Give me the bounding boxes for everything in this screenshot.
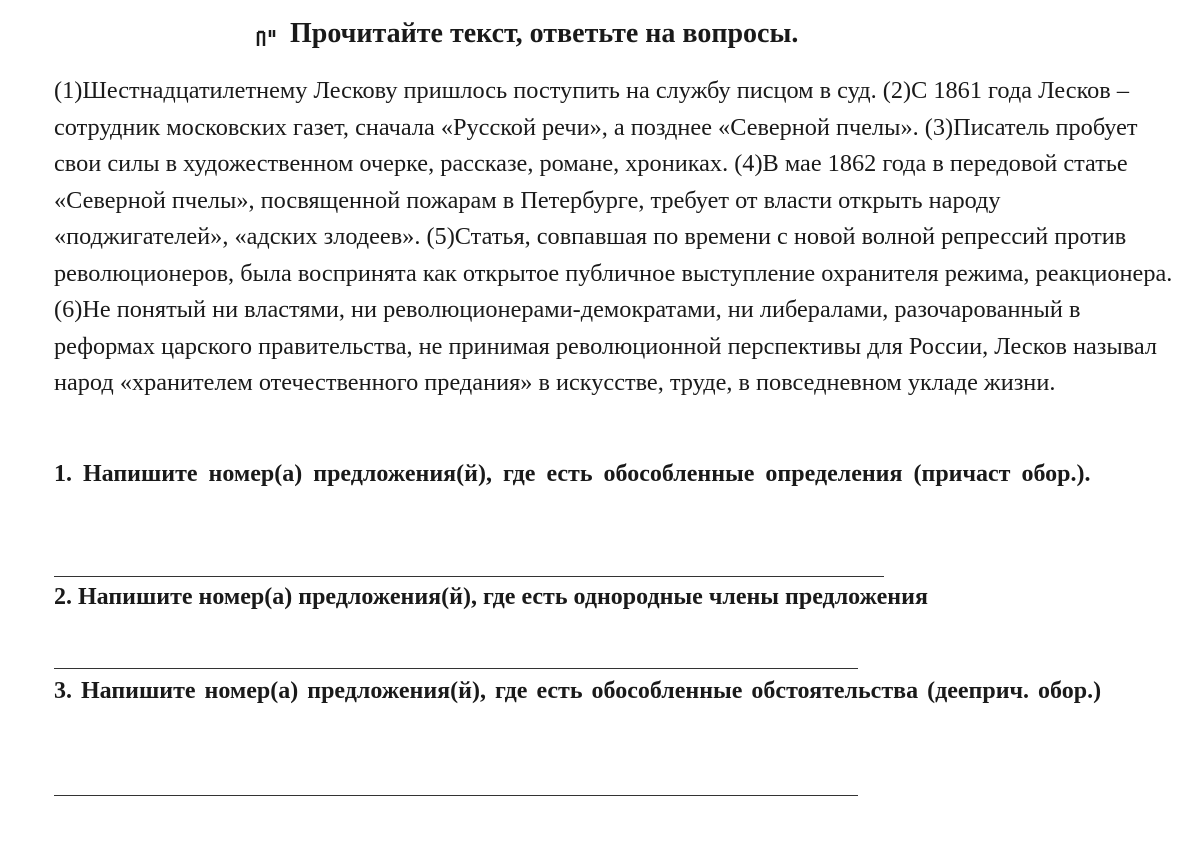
task-heading-row <box>0 10 1200 60</box>
answer-line-1[interactable] <box>54 576 884 577</box>
question-3: 3. Напишите номер(а) предложения(й), где есть обособленные обстоятельства (дееприч. обор.) <box>54 678 1102 704</box>
question-2: 2. Напишите номер(а) предложения(й), где есть однородные члены предложения <box>54 584 928 610</box>
number-fragment-icon <box>255 28 277 48</box>
reading-passage: (1)Шестнадцатилетнему Лескову пришлось поступить на службу писцом в суд. (2)С 1861 года Лесков – сотрудник московских газет, сначала «Русской речи», а позднее «Северной пчелы». (3)Писатель пробует свои силы в художественном очерке, рассказе, романе, хрониках. (4)В мае 1862 года в передовой статье «Северной пчелы», посвященной пожарам в Петербурге, требует от власти открыть народу «поджигателей», «адских злодеев». (5)Статья, совпавшая по времени с новой волной репрессий против революционеров, была воспринята как открытое публичное выступление охранителя режима, реакционера. (6)Не понятый ни властями, ни революционерами-демократами, ни либералами, разочарованный в реформах царского правительства, не принимая революционной перспективы для России, Лесков называл народ «хранителем отечественного предания» в искусстве, труде, в повседневном укладе жизни. <box>54 77 1173 396</box>
task-heading: Прочитайте текст, ответьте на вопросы. <box>290 18 799 49</box>
answer-line-2[interactable] <box>54 668 858 669</box>
answer-line-3[interactable] <box>54 795 858 796</box>
question-1: 1. Напишите номер(а) предложения(й), где есть обособленные определения (причаст обор.). <box>54 461 1091 487</box>
